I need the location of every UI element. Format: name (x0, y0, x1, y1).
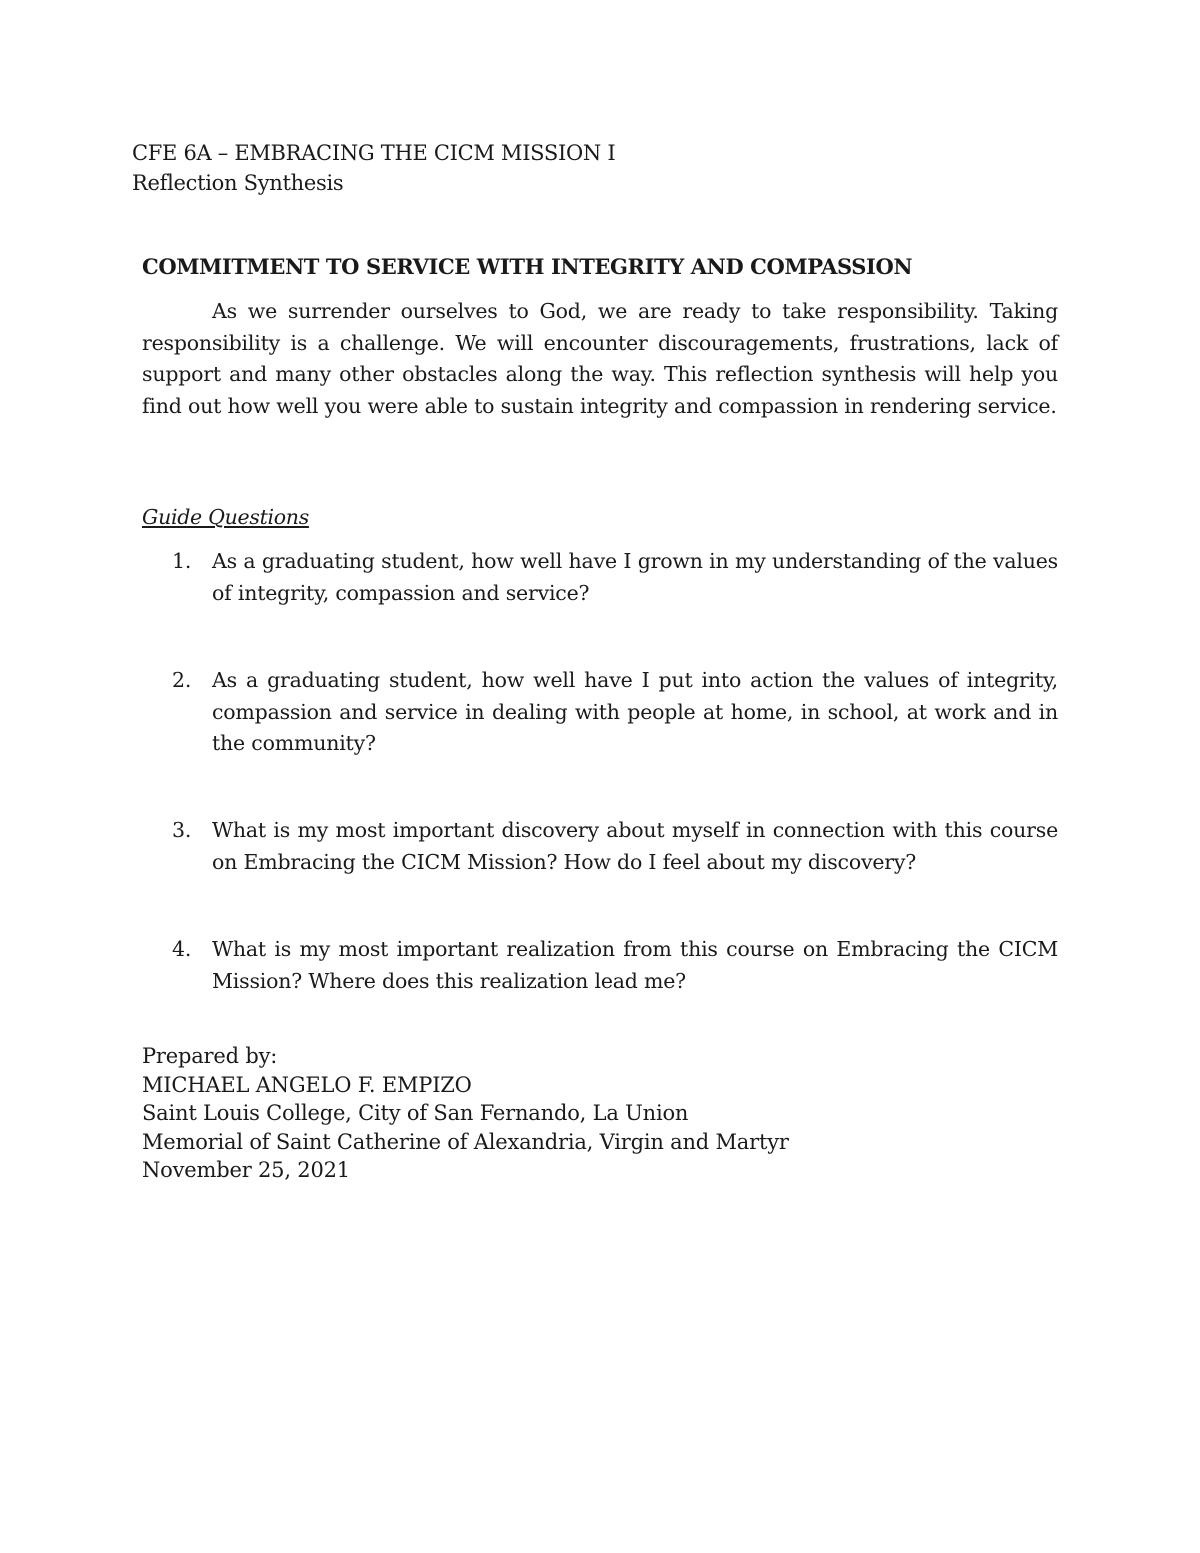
question-item-1 (172, 546, 1058, 609)
question-number: 4. (172, 937, 192, 961)
page-title: COMMITMENT TO SERVICE WITH INTEGRITY AND COMPASSION (142, 254, 913, 279)
prepared-by-label: Prepared by: (142, 1044, 278, 1068)
question-text: As a graduating student, how well have I put into action the values of integrity, compassion and service in dealing with people at home, in school, at work and in the community? (212, 668, 1058, 755)
question-text: What is my most important discovery about myself in connection with this course on Embracing the CICM Mission? How do I feel about my discovery? (212, 818, 1058, 874)
question-item-4 (172, 934, 1058, 997)
question-item-3 (172, 815, 1058, 878)
guide-questions-heading: Guide Questions (142, 505, 309, 529)
question-number: 2. (172, 668, 192, 692)
author-name: MICHAEL ANGELO F. EMPIZO (142, 1072, 472, 1097)
question-number: 3. (172, 818, 192, 842)
question-text: What is my most important realization from this course on Embracing the CICM Mission? Where does this realization lead me? (212, 937, 1058, 993)
question-text: As a graduating student, how well have I grown in my understanding of the values of integrity, compassion and service? (212, 549, 1058, 605)
prepared-by-block (142, 1042, 789, 1185)
course-code-title: CFE 6A – EMBRACING THE CICM MISSION I (132, 141, 616, 165)
institution-line: Saint Louis College, City of San Fernando, La Union (142, 1101, 689, 1126)
document-subtitle: Reflection Synthesis (132, 171, 344, 195)
occasion-line: Memorial of Saint Catherine of Alexandria, Virgin and Martyr (142, 1129, 789, 1154)
question-item-2 (172, 665, 1058, 760)
question-number: 1. (172, 549, 192, 573)
intro-paragraph: As we surrender ourselves to God, we are ready to take responsibility. Taking responsibility is a challenge. We will encounter discouragements, frustrations, lack of support and many other obstacles along the way. This reflection synthesis will help you find out how well you were able to sustain integrity and compassion in rendering service. (142, 299, 1058, 418)
date-line: November 25, 2021 (142, 1158, 350, 1183)
